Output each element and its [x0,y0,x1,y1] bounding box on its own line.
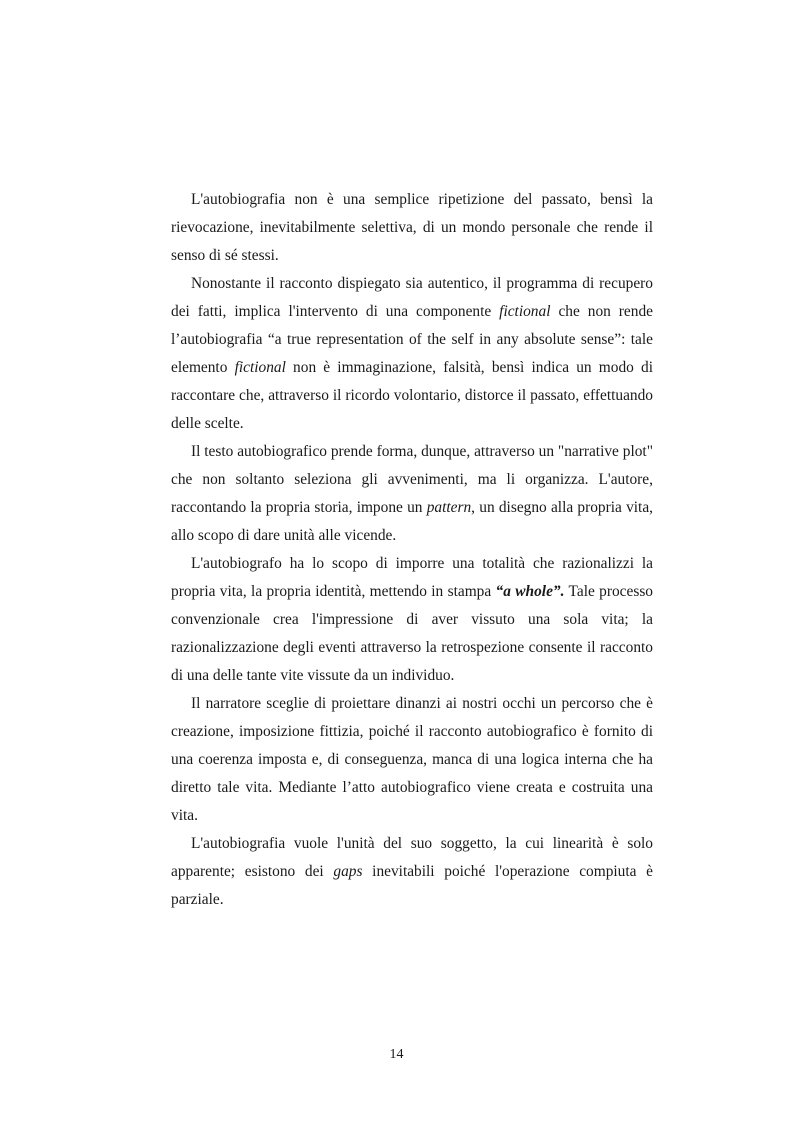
paragraph-1 [171,186,653,270]
bold-italic-quote-a-whole: “a whole”. [495,583,565,600]
italic-term-fictional-2: fictional [234,359,286,376]
paragraph-2-text-c: non è immaginazione, falsità, bensì indica un modo di raccontare che, attraverso il ricordo volontario, distorce il passato, effettuando delle scelte. [171,359,653,432]
paragraph-3 [171,438,653,550]
page-number: 14 [389,1047,404,1062]
paragraph-5-text: Il narratore sceglie di proiettare dinanzi ai nostri occhi un percorso che è creazione, imposizione fittizia, poiché il racconto autobiografico è fornito di una coerenza imposta e, di conseguenza, manca di una logica interna che ha diretto tale vita. Mediante l’atto autobiografico viene creata e costruita una vita. [171,695,653,824]
paragraph-4-text-b: Tale processo convenzionale crea l'impressione di aver vissuto una sola vita; la razionalizzazione degli eventi attraverso la retrospezione consente il racconto di una delle tante vite vissute da un individuo. [171,583,653,684]
paragraph-1-text: L'autobiografia non è una semplice ripetizione del passato, bensì la rievocazione, inevitabilmente selettiva, di un mondo personale che rende il senso di sé stessi. [171,191,653,264]
body-text [171,186,653,914]
italic-term-gaps: gaps [333,863,363,880]
paragraph-2-text-b: che non rende l’autobiografia “a true representation of the self in any absolute sense”: tale elemento [171,303,653,376]
italic-term-pattern: pattern [426,499,472,516]
paragraph-5 [171,690,653,830]
italic-term-fictional-1: fictional [499,303,551,320]
paragraph-4 [171,550,653,690]
paragraph-4-text-a: L'autobiografo ha lo scopo di imporre una totalità che razionalizzi la propria vita, la propria identità, mettendo in stampa [171,555,653,600]
paragraph-3-text-b: , un disegno alla propria vita, allo scopo di dare unità alle vicende. [171,499,653,544]
paragraph-2-text-a: Nonostante il racconto dispiegato sia autentico, il programma di recupero dei fatti, implica l'intervento di una componente [171,275,653,320]
paragraph-2 [171,270,653,438]
paragraph-3-text-a: Il testo autobiografico prende forma, dunque, attraverso un "narrative plot" che non soltanto seleziona gli avvenimenti, ma li organizza. L'autore, raccontando la propria storia, impone un [171,443,653,516]
paragraph-6-text-b: inevitabili poiché l'operazione compiuta è parziale. [171,863,653,908]
paragraph-6-text-a: L'autobiografia vuole l'unità del suo soggetto, la cui linearità è solo apparente; esistono dei [171,835,653,880]
paragraph-6 [171,830,653,914]
